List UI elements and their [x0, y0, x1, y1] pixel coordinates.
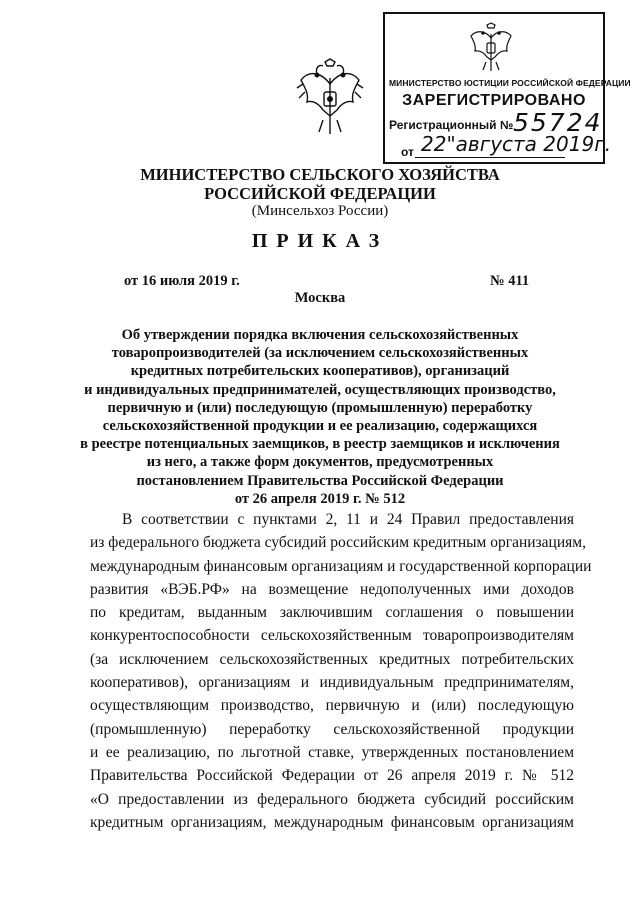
body-line: конкурентоспособности сельскохозяйственным товаропроизводителям	[90, 627, 574, 645]
ministry-title	[0, 165, 640, 203]
subject-line: постановлением Правительства Российской Федерации	[136, 472, 504, 489]
subject-line: сельскохозяйственной продукции и ее реализацию, содержащихся	[102, 418, 538, 435]
body-line: (промышленную) переработку сельскохозяйственной продукции	[90, 720, 574, 738]
body-line: осуществляющим производство, первичную и (или) последующую	[90, 697, 574, 715]
subject-line: и индивидуальных предпринимателей, осуществляющих производство,	[84, 381, 556, 398]
stamp-registered-label: ЗАРЕГИСТРИРОВАНО	[402, 92, 586, 109]
body-line: кредитным организациям, международным финансовым организациям	[90, 813, 574, 831]
ministry-short-name: (Минсельхоз России)	[251, 203, 389, 219]
body-line: (за исключением сельскохозяйственных кредитных потребительских	[90, 650, 574, 668]
body-line: Правительства Российской Федерации от 26 апреля 2019 г. № 512	[90, 767, 574, 785]
order-title: ПРИКАЗ	[251, 230, 389, 252]
body-line: развития «ВЭБ.РФ» на возмещение недополученных ими доходов	[90, 580, 574, 598]
body-paragraph	[90, 508, 592, 834]
order-subject	[50, 326, 590, 508]
ministry-title-line: РОССИЙСКОЙ ФЕДЕРАЦИИ	[204, 184, 436, 203]
subject-line: первичную и (или) последующую (промышленную) переработку	[107, 399, 533, 416]
stamp-registration-number: 55724	[513, 108, 603, 137]
registration-stamp	[383, 12, 631, 164]
body-line: по кредитам, выданным заключившим соглашения о повышении	[90, 604, 574, 622]
order-number: № 411	[490, 273, 530, 289]
body-line: кооперативов), организациям и индивидуальным предпринимателям,	[90, 674, 574, 692]
order-date: от 16 июля 2019 г.	[124, 273, 240, 289]
subject-line: из него, а также форм документов, предусмотренных	[146, 454, 494, 471]
subject-line: кредитных потребительских кооперативов), организаций	[130, 363, 510, 380]
body-line: и ее реализацию, по льготной ставке, утвержденных постановлением	[90, 743, 574, 761]
stamp-registration-label: Регистрационный №	[389, 118, 514, 132]
body-line: международным финансовым организациям и государственной корпорации	[90, 557, 592, 575]
subject-line: Об утверждении порядка включения сельскохозяйственных	[121, 327, 519, 343]
coat-of-arms-emblem-icon	[295, 58, 365, 136]
subject-line: в реестре потенциальных заемщиков, в реестр заемщиков и исключения	[80, 436, 560, 453]
stamp-coat-of-arms-icon	[467, 22, 515, 72]
stamp-ministry-label: МИНИСТЕРСТВО ЮСТИЦИИ РОССИЙСКОЙ ФЕДЕРАЦИИ	[389, 78, 631, 88]
body-line: из федерального бюджета субсидий российским кредитным организациям,	[90, 534, 586, 552]
order-city: Москва	[294, 290, 346, 306]
stamp-date-underline	[415, 157, 565, 158]
body-line: В соответствии с пунктами 2, 11 и 24 Правил предоставления	[122, 511, 574, 528]
stamp-handwritten-date: 22"августа 2019г.	[421, 132, 612, 156]
subject-line: товаропроизводителей (за исключением сельскохозяйственных	[111, 345, 529, 362]
body-line: «О предоставлении из федерального бюджета субсидий российским	[90, 790, 574, 808]
subject-line: от 26 апреля 2019 г. № 512	[234, 490, 406, 507]
ministry-title-line: МИНИСТЕРСТВО СЕЛЬСКОГО ХОЗЯЙСТВА	[140, 165, 500, 184]
stamp-date-prefix: от	[401, 145, 414, 159]
